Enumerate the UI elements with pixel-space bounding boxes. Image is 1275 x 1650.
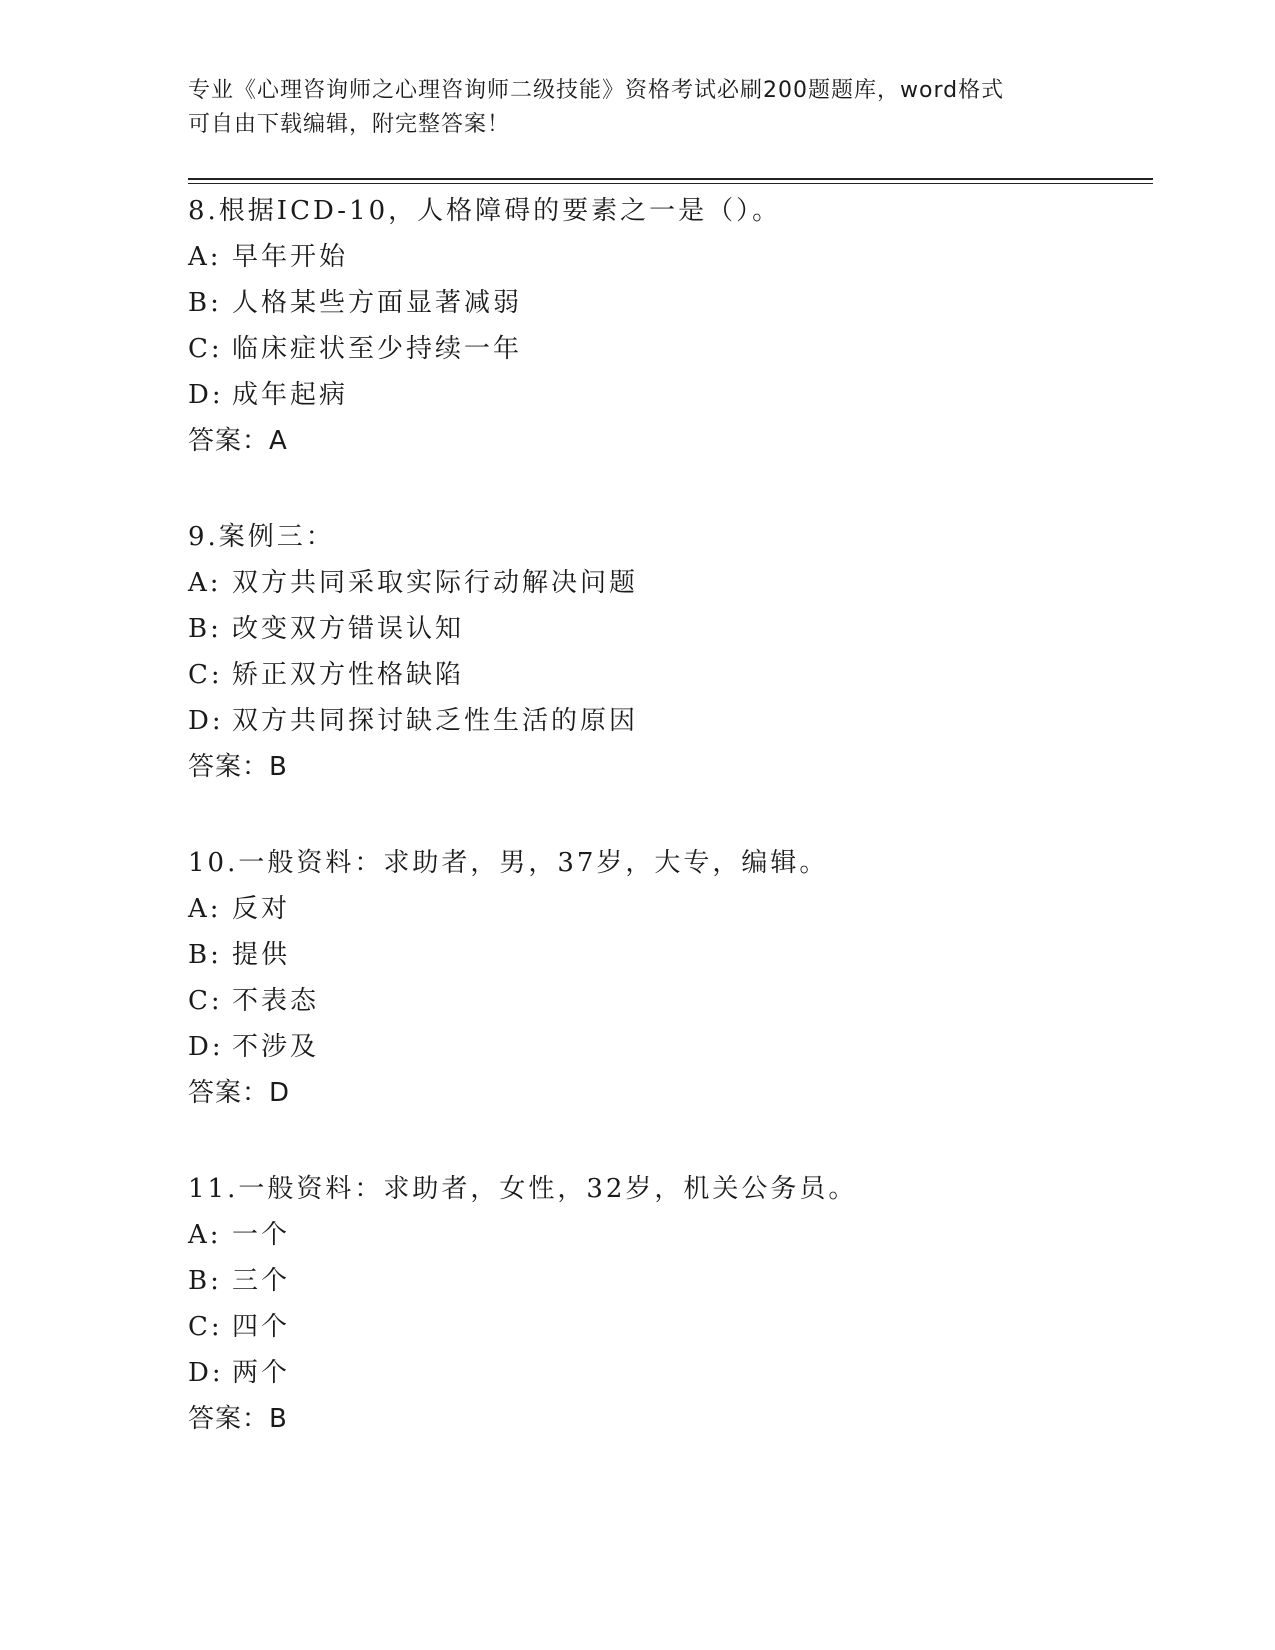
option-text: 三个 xyxy=(232,1266,291,1296)
option-text: 临床症状至少持续一年 xyxy=(232,334,523,364)
option-key: D: xyxy=(188,1358,224,1388)
option-a xyxy=(188,886,1148,932)
option-text: 早年开始 xyxy=(232,242,349,272)
option-key: B: xyxy=(188,940,222,970)
question-item xyxy=(188,188,1148,464)
option-c xyxy=(188,1304,1148,1350)
option-b xyxy=(188,1258,1148,1304)
question-title: 11.一般资料：求助者，女性，32岁，机关公务员。 xyxy=(188,1174,858,1204)
option-text: 两个 xyxy=(232,1358,291,1388)
answer-line: 答案：D xyxy=(188,1078,291,1108)
option-c xyxy=(188,978,1148,1024)
option-text: 四个 xyxy=(232,1312,291,1342)
answer-line: 答案：B xyxy=(188,1404,288,1434)
option-d xyxy=(188,698,1148,744)
question-list xyxy=(188,188,1148,1492)
option-a xyxy=(188,560,1148,606)
question-item xyxy=(188,1166,1148,1442)
option-c xyxy=(188,326,1148,372)
header-line-1: 专业《心理咨询师之心理咨询师二级技能》资格考试必刷200题题库，word格式 xyxy=(188,78,1005,103)
option-text: 不表态 xyxy=(232,986,320,1016)
question-item xyxy=(188,514,1148,790)
header-line-2: 可自由下载编辑，附完整答案！ xyxy=(188,112,511,137)
document-header xyxy=(188,74,1088,142)
option-key: D: xyxy=(188,380,224,410)
option-key: D: xyxy=(188,706,224,736)
option-text: 提供 xyxy=(232,940,291,970)
option-text: 改变双方错误认知 xyxy=(232,614,465,644)
option-d xyxy=(188,1350,1148,1396)
option-key: A: xyxy=(188,568,222,598)
option-key: D: xyxy=(188,1032,224,1062)
question-title: 8.根据ICD-10，人格障碍的要素之一是（）。 xyxy=(188,196,782,226)
option-text: 双方共同采取实际行动解决问题 xyxy=(232,568,639,598)
option-key: C: xyxy=(188,660,223,690)
question-title: 10.一般资料：求助者，男，37岁，大专，编辑。 xyxy=(188,848,829,878)
option-text: 人格某些方面显著减弱 xyxy=(232,288,523,318)
option-text: 反对 xyxy=(232,894,291,924)
option-a xyxy=(188,234,1148,280)
question-item xyxy=(188,840,1148,1116)
option-text: 一个 xyxy=(232,1220,291,1250)
option-b xyxy=(188,606,1148,652)
answer-line: 答案：B xyxy=(188,752,288,782)
option-a xyxy=(188,1212,1148,1258)
option-c xyxy=(188,652,1148,698)
option-key: C: xyxy=(188,1312,223,1342)
option-key: C: xyxy=(188,986,223,1016)
option-text: 成年起病 xyxy=(232,380,349,410)
option-key: A: xyxy=(188,1220,222,1250)
question-title: 9.案例三： xyxy=(188,522,335,552)
option-d xyxy=(188,1024,1148,1070)
option-key: C: xyxy=(188,334,223,364)
answer-line: 答案：A xyxy=(188,426,288,456)
header-divider-thin xyxy=(188,183,1153,184)
option-key: B: xyxy=(188,288,222,318)
option-key: B: xyxy=(188,614,222,644)
option-text: 双方共同探讨缺乏性生活的原因 xyxy=(232,706,639,736)
option-text: 不涉及 xyxy=(232,1032,320,1062)
option-b xyxy=(188,932,1148,978)
option-d xyxy=(188,372,1148,418)
option-key: A: xyxy=(188,242,222,272)
option-key: A: xyxy=(188,894,222,924)
option-b xyxy=(188,280,1148,326)
option-text: 矫正双方性格缺陷 xyxy=(232,660,465,690)
option-key: B: xyxy=(188,1266,222,1296)
header-divider-thick xyxy=(188,178,1153,180)
